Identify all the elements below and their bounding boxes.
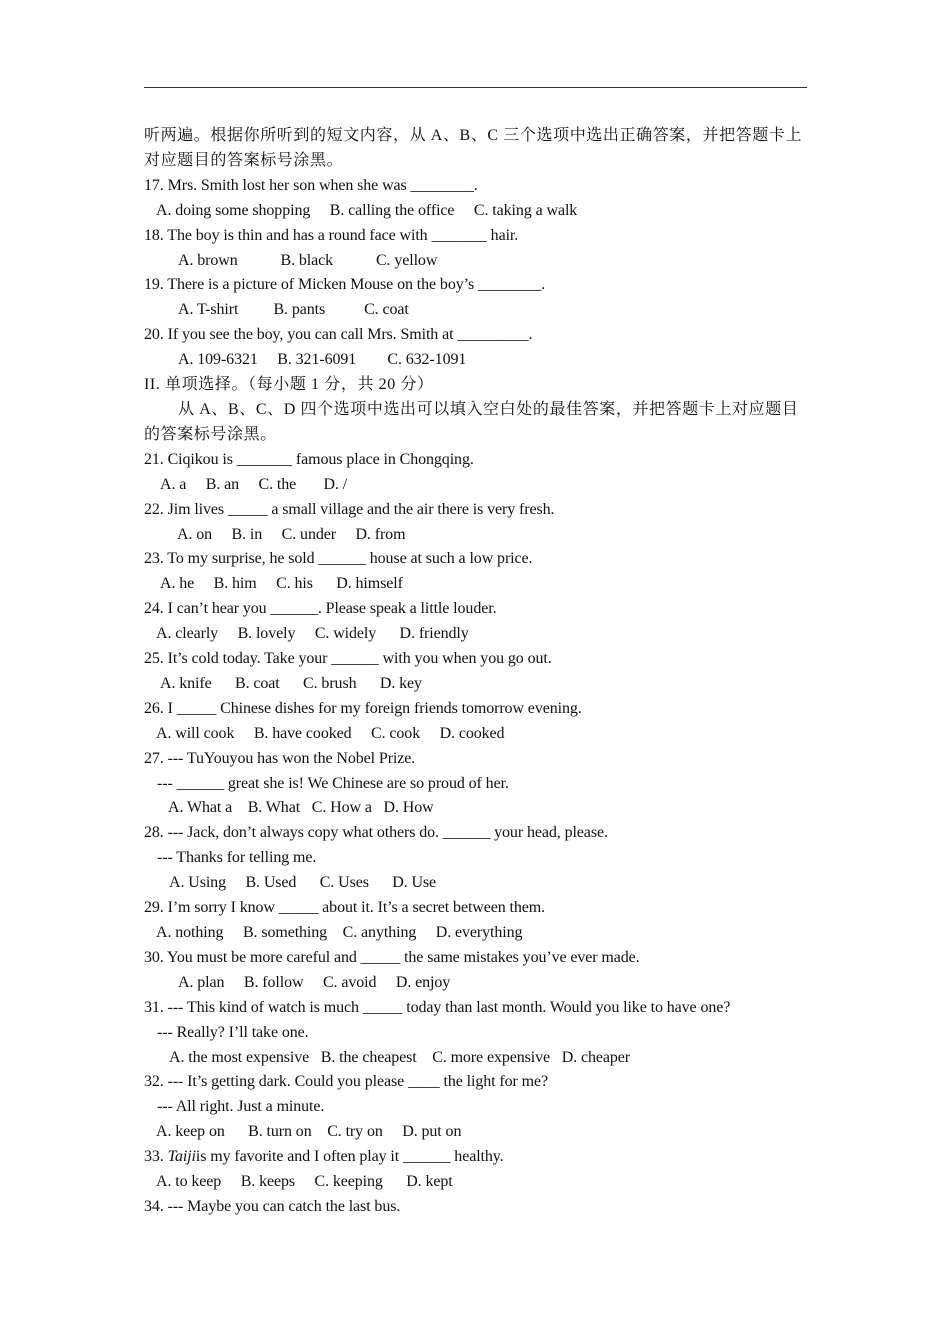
section-instruction: 对应题目的答案标号涂黑。 <box>144 151 344 169</box>
question-22: 22. Jim lives _____ a small village and the air there is very fresh. <box>144 500 555 518</box>
section-heading: II. 单项选择。（每小题 1 分，共 20 分） <box>144 376 434 394</box>
question-21-options: A. a B. an C. the D. / <box>160 475 348 493</box>
question-24-options: A. clearly B. lovely C. widely D. friendly <box>156 625 469 643</box>
question-31-reply: --- Really? I’ll take one. <box>157 1023 309 1041</box>
question-18-options: A. brown B. black C. yellow <box>178 251 438 269</box>
question-23-options: A. he B. him C. his D. himself <box>160 575 403 593</box>
question-33-options: A. to keep B. keeps C. keeping D. kept <box>156 1173 453 1191</box>
question-32-reply: --- All right. Just a minute. <box>157 1098 325 1116</box>
question-20-options: A. 109-6321 B. 321-6091 C. 632-1091 <box>178 351 467 369</box>
question-19-options: A. T-shirt B. pants C. coat <box>178 301 409 319</box>
section-instruction: 从 A、B、C、D 四个选项中选出可以填入空白处的最佳答案，并把答题卡上对应题目 <box>178 400 799 418</box>
question-28-options: A. Using B. Used C. Uses D. Use <box>169 874 437 892</box>
question-number: 33. <box>144 1148 168 1166</box>
question-32-options: A. keep on B. turn on C. try on D. put on <box>156 1123 462 1141</box>
section-instruction: 的答案标号涂黑。 <box>144 425 277 443</box>
question-17-options: A. doing some shopping B. calling the office C. taking a walk <box>156 201 578 219</box>
question-31: 31. --- This kind of watch is much _____ today than last month. Would you like to have one? <box>144 998 731 1016</box>
question-18: 18. The boy is thin and has a round face with _______ hair. <box>144 226 519 244</box>
question-26-options: A. will cook B. have cooked C. cook D. cooked <box>156 724 505 742</box>
question-28-reply: --- Thanks for telling me. <box>157 849 317 867</box>
header-rule <box>144 87 807 88</box>
question-30: 30. You must be more careful and _____ the same mistakes you’ve ever made. <box>144 948 640 966</box>
question-26: 26. I _____ Chinese dishes for my foreign friends tomorrow evening. <box>144 699 582 717</box>
question-17: 17. Mrs. Smith lost her son when she was ________. <box>144 176 478 194</box>
question-29: 29. I’m sorry I know _____ about it. It’s a secret between them. <box>144 899 546 917</box>
question-29-options: A. nothing B. something C. anything D. everything <box>156 924 523 941</box>
question-21: 21. Ciqikou is _______ famous place in Chongqing. <box>144 450 474 468</box>
question-33 <box>144 1145 807 1170</box>
question-20: 20. If you see the boy, you can call Mrs. Smith at _________. <box>144 326 533 344</box>
italic-term: Taiji <box>167 1148 196 1166</box>
question-32: 32. --- It’s getting dark. Could you please ____ the light for me? <box>144 1073 548 1091</box>
question-28: 28. --- Jack, don’t always copy what others do. ______ your head, please. <box>144 824 608 842</box>
question-27: 27. --- TuYouyou has won the Nobel Prize. <box>144 749 416 767</box>
question-27-reply: --- ______ great she is! We Chinese are so proud of her. <box>157 774 509 792</box>
question-30-options: A. plan B. follow C. avoid D. enjoy <box>178 973 451 991</box>
question-24: 24. I can’t hear you ______. Please speak a little louder. <box>144 600 497 618</box>
question-27-options: A. What a B. What C. How a D. How <box>168 799 434 817</box>
question-25-options: A. knife B. coat C. brush D. key <box>160 674 422 692</box>
question-34: 34. --- Maybe you can catch the last bus. <box>144 1197 401 1215</box>
question-23: 23. To my surprise, he sold ______ house at such a low price. <box>144 550 533 568</box>
question-25: 25. It’s cold today. Take your ______ with you when you go out. <box>144 650 552 668</box>
section-instruction: 听两遍。根据你所听到的短文内容，从 A、B、C 三个选项中选出正确答案，并把答题卡上 <box>144 127 803 144</box>
question-19: 19. There is a picture of Micken Mouse on the boy’s ________. <box>144 276 546 294</box>
question-text: is my favorite and I often play it ______ healthy. <box>195 1148 504 1166</box>
question-22-options: A. on B. in C. under D. from <box>177 525 406 543</box>
question-31-options: A. the most expensive B. the cheapest C. more expensive D. cheaper <box>169 1048 631 1066</box>
document-body <box>144 124 807 1220</box>
